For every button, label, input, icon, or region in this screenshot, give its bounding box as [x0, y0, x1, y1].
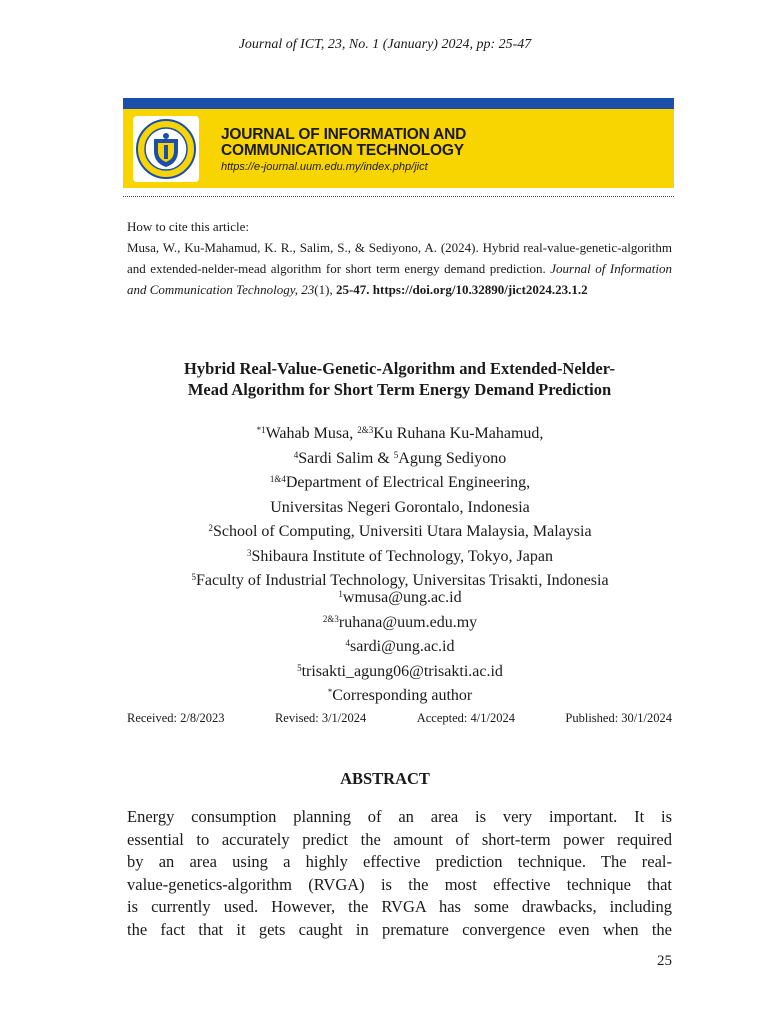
abstract-line: by an area using a highly effective prediction technique. The real- — [127, 852, 672, 871]
email-list — [100, 584, 700, 707]
email-line — [100, 633, 700, 658]
affiliation-text: Faculty of Industrial Technology, Universitas Trisakti, Indonesia — [195, 572, 609, 589]
citation-doi-link[interactable]: 25-47. https://doi.org/10.32890/jict2024.23.1.2 — [335, 282, 588, 297]
paper-title — [127, 358, 672, 400]
email-line — [100, 609, 700, 634]
journal-url-link[interactable]: https://e-journal.uum.edu.my/index.php/jict — [221, 161, 428, 173]
author-name: Agung Sediyono — [398, 449, 507, 467]
citation-block — [127, 216, 672, 300]
affiliation-text: School of Computing, Universiti Utara Malaysia, Malaysia — [212, 523, 592, 540]
author-list — [100, 420, 700, 592]
citation-heading: How to cite this article: — [127, 219, 250, 234]
affiliation-text: Universitas Negeri Gorontalo, Indonesia — [270, 498, 530, 516]
corresponding-author-note — [100, 682, 700, 707]
email-sup: 1 — [338, 589, 343, 599]
article-dates — [127, 711, 672, 726]
email-sup: * — [327, 687, 333, 697]
email-line — [100, 658, 700, 683]
email-sup: 4 — [345, 638, 350, 648]
author-sup: 2&3 — [357, 425, 374, 435]
affiliation-line — [100, 469, 700, 494]
paper-title-line2: Mead Algorithm for Short Term Energy Demand Prediction — [187, 380, 612, 399]
citation-journal: Journal of Information and Communication Technology, 23 — [127, 261, 672, 297]
affiliation-text: Department of Electrical Engineering, — [285, 474, 531, 491]
abstract-line: essential to accurately predict the amount of short-term power required — [127, 829, 672, 849]
paper-title-line1: Hybrid Real-Value-Genetic-Algorithm and Extended-Nelder- — [184, 359, 615, 378]
abstract-line: value-genetics-algorithm (RVGA) is the most effective technique that — [127, 874, 672, 894]
author-name: Wahab Musa, — [265, 425, 358, 442]
date-accepted: Accepted: 4/1/2024 — [416, 711, 515, 725]
citation-issue: (1), — [314, 282, 336, 297]
university-seal-icon — [133, 116, 199, 182]
author-name: Ku Ruhana Ku-Mahamud, — [373, 425, 544, 442]
affiliation-text: Shibaura Institute of Technology, Tokyo, Japan — [251, 547, 553, 565]
corresponding-author-text: Corresponding author — [332, 687, 473, 704]
email-sup: 5 — [297, 662, 302, 673]
abstract-body — [127, 806, 672, 941]
journal-name-line1: JOURNAL OF INFORMATION AND — [221, 126, 467, 143]
date-revised: Revised: 3/1/2024 — [274, 711, 367, 725]
email-line — [100, 584, 700, 609]
author-line-1 — [100, 420, 700, 445]
affiliation-line — [100, 518, 700, 543]
journal-name-line2: COMMUNICATION TECHNOLOGY — [221, 142, 464, 159]
email-address[interactable]: ruhana@uum.edu.my — [338, 613, 478, 631]
page-number: 25 — [657, 953, 672, 969]
email-sup: 2&3 — [322, 613, 339, 624]
running-header: Journal of ICT, 23, No. 1 (January) 2024, pp: 25-47 — [238, 37, 532, 52]
author-line-2 — [100, 445, 700, 470]
author-name: Sardi Salim & — [298, 449, 394, 467]
date-published: Published: 30/1/2024 — [565, 711, 672, 725]
affiliation-sup: 3 — [247, 547, 252, 558]
abstract-line: is currently used. However, the RVGA has some drawbacks, including — [127, 897, 672, 916]
abstract-heading: ABSTRACT — [340, 769, 430, 788]
author-sup: 4 — [293, 449, 299, 460]
affiliation-line — [100, 494, 700, 519]
abstract-line: Energy consumption planning of an area is very important. It is — [127, 807, 672, 826]
email-address[interactable]: sardi@ung.ac.id — [350, 638, 455, 655]
affiliation-line — [100, 543, 700, 568]
dotted-divider — [123, 196, 674, 197]
author-sup: *1 — [256, 425, 266, 435]
citation-plain: Musa, W., Ku-Mahamud, K. R., Salim, S., & Sediyono, A. (2024). Hybrid real-value-genetic-algorithm and extended-nelder-mead algorithm for short term energy demand prediction. — [127, 240, 672, 276]
affiliation-sup: 5 — [191, 572, 196, 582]
affiliation-sup: 2 — [208, 523, 213, 533]
banner-stripe — [123, 98, 674, 109]
author-sup: 5 — [393, 449, 399, 460]
date-received: Received: 2/8/2023 — [127, 711, 225, 725]
journal-banner — [123, 98, 674, 188]
email-address[interactable]: trisakti_agung06@trisakti.ac.id — [301, 662, 503, 680]
abstract-line: the fact that it gets caught in premature convergence even when the — [127, 919, 672, 939]
journal-name — [221, 127, 661, 159]
email-address[interactable]: wmusa@ung.ac.id — [342, 589, 462, 606]
affiliation-sup: 1&4 — [269, 474, 286, 484]
citation-text — [127, 237, 672, 300]
